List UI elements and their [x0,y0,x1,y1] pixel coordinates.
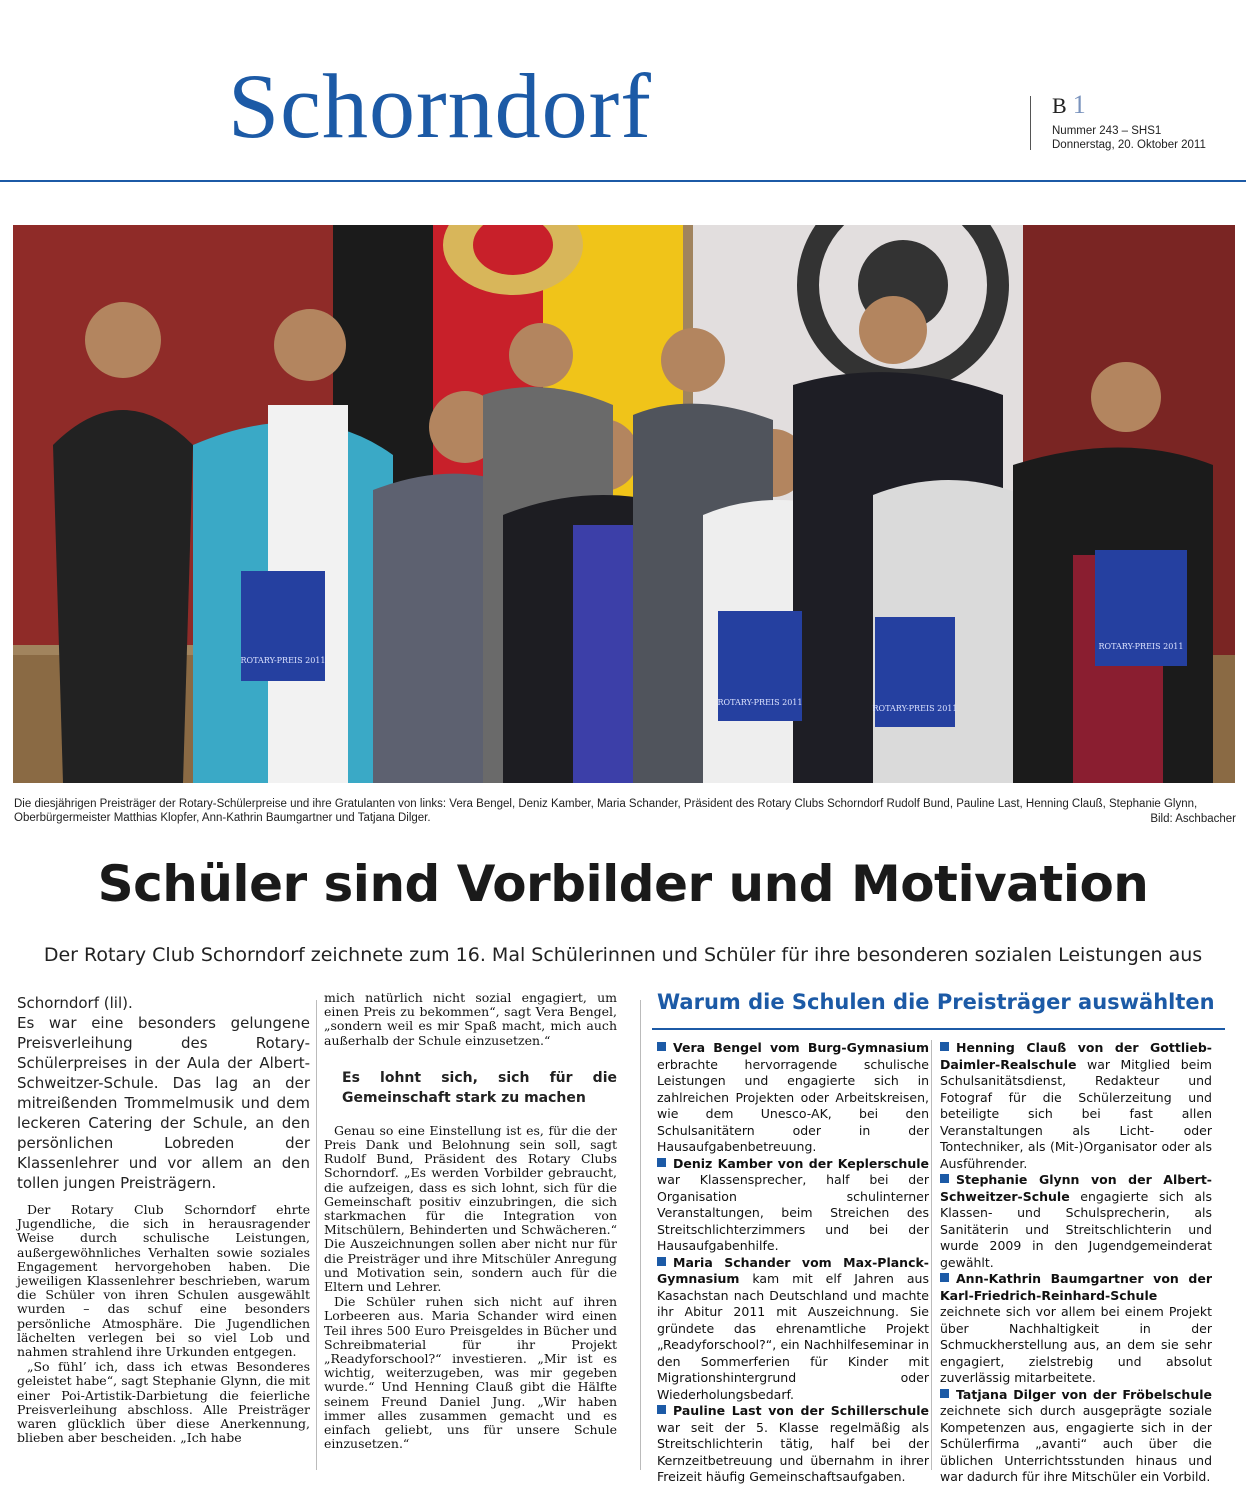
certificate-label: ROTARY-PREIS 2011 [717,698,803,707]
photo-credit: Bild: Aschbacher [1150,813,1236,825]
column-divider [640,1000,641,1470]
group-photo-illustration [13,225,1235,783]
newspaper-title: Schorndorf [228,55,652,157]
article-paragraph: Die Schüler ruhen sich nicht auf ihren Lorbeeren aus. Maria Schander wird einen Teil ihres 500 Euro Preisgeldes in Bücher und Schreibmaterial für ihr Projekt „Readyforschool?“ investieren. „Mir ist es wichtig, weiterzugeben, was mir gegeben wurde.“ Und Henning Clauß gibt die Hälfte seinem Freund Daniel Jung. „Wir haben immer alles zusammen gemacht und es einfach geliebt, uns für unsere Schule einzusetzen.“ [324,1294,617,1452]
bullet-square-icon [657,1042,666,1051]
sidebar-title: Warum die Schulen die Preisträger auswählten [657,990,1215,1014]
sidebar-item: Ann-Kathrin Baumgartner von der Karl-Friedrich-Reinhard-Schule zeichnete sich vor allem bei einem Projekt über Nachhaltigkeit in der Schmuckherstellung aus, an dem sie sehr engagiert, zielstrebig und absolut zuverlässig mitarbeitete. [940,1271,1212,1385]
article-paragraph: Genau so eine Einstellung ist es, für die der Preis Dank und Belohnung sein soll, sagt Rudolf Bund, Präsident des Rotary Clubs Schorndorf. „Es werden Vorbilder gebraucht, die aufzeigen, dass es sich lohnt, sich für die Gemeinschaft positiv einzubringen, die sich starkmachen für die Integration von Mitschülern, Behinderten und Schwächeren.“ Die Auszeichnungen sollen aber nicht nur für die Preisträger und ihre Mitschüler Anregung und Motivation sein, sondern auch für die Eltern und Lehrer. [324,1122,617,1295]
article-paragraph: „So fühl’ ich, dass ich etwas Besonderes geleistet habe“, sagt Stephanie Glynn, die mit einer Poi-Artistik-Darbietung die feierliche Preisverleihung abschloss. Alle Preisträger waren glücklich über diese Anerkennung, blieben aber bescheiden. „Ich habe [17,1359,310,1446]
sidebar-item: Vera Bengel vom Burg-Gymnasium erbrachte hervorragende schulische Leistungen und engagierte sich in zahlreichen Projekten oder Arbeitskreisen, wie dem Unesco-AK, bei den Schulsanitätern oder in der Hausaufgabenbetreuung. [657,1040,929,1154]
certificate-label: ROTARY-PREIS 2011 [240,656,326,665]
article-column-1 [17,993,310,1446]
sidebar-item: Stephanie Glynn von der Albert-Schweitzer-Schule engagierte sich als Klassen- und Schulsprecherin, als Sanitäterin und Streitschlichterin und wurde 2009 in den Jugendgemeinderat gewählt. [940,1172,1212,1270]
sidebar-column-1 [657,1040,929,1486]
sidebar-item: Pauline Last von der Schillerschule war seit der 5. Klasse regelmäßig als Streitschlichterin tätig, half bei der Kernzeitbetreuung und übernahm in ihrer Freizeit häufig Gemeinschaftsaufgaben. [657,1403,929,1484]
article-subhead: Der Rotary Club Schorndorf zeichnete zum 16. Mal Schülerinnen und Schüler für ihre besonderen sozialen Leistungen aus [43,944,1203,966]
sidebar-rule [652,1028,1225,1030]
column-divider [931,1040,932,1470]
bullet-square-icon [657,1158,666,1167]
bullet-square-icon [657,1405,666,1414]
page-number: 1 [1072,90,1086,119]
bullet-square-icon [940,1174,949,1183]
issue-info [1052,124,1206,152]
masthead-divider [1030,96,1031,150]
bullet-square-icon [940,1389,949,1398]
sidebar-item: Henning Clauß von der Gottlieb-Daimler-Realschule war Mitglied beim Schulsanitätsdienst, Redakteur und Fotograf für die Schülerzeitung und beteiligte sich bei fast allen Veranstaltungen als Licht- oder Tontechniker, als (Mit-)Organisator oder als Ausführender. [940,1040,1212,1171]
article-paragraph: Der Rotary Club Schorndorf ehrte Jugendliche, die sich in herausragender Weise durch schulische Leistungen, außergewöhnliches Verhalten sowie soziales Engagement hervorgehoben haben. Die jeweiligen Klassenlehrer beschrieben, warum die Schüler von ihren Schulen ausgewählt wurden – das schuf eine besonders persönliche Atmosphäre. Die Jugendlichen lächelten verlegen bei so viel Lob und nahmen strahlend ihre Urkunden entgegen. [17,1202,310,1360]
sidebar-item: Tatjana Dilger von der Fröbelschule zeichnete sich durch ausgeprägte soziale Kompetenzen aus, engagierte sich in der Schülerfirma „avanti“ auch über die üblichen Unterrichtsstunden hinaus und war dadurch für ihre Mitschüler ein Vorbild. [940,1386,1212,1484]
section-letter: B [1052,93,1067,118]
sidebar-item: Deniz Kamber von der Keplerschule war Klassensprecher, half bei der Organisation schulinterner Veranstaltungen, beim Streichen des Streitschlichterzimmers und bei der Hausaufgabenhilfe. [657,1155,929,1253]
dateline: Schorndorf (lil). [17,994,133,1012]
column-divider [316,1000,317,1470]
bullet-square-icon [940,1042,949,1051]
section-label [1052,90,1086,120]
sidebar-item: Maria Schander vom Max-Planck-Gymnasium kam mit elf Jahren aus Kasachstan nach Deutschland und machte ihr Abitur 2011 mit Auszeichnung. Sie gründete das ehrenamtliche Projekt „Readyforschool?“, ein Nachhilfeseminar in den Sommerferien für Kinder mit Migrationshintergrund oder Wiederholungsbedarf. [657,1254,929,1402]
certificate-label: ROTARY-PREIS 2011 [1098,642,1184,651]
certificate-label: ROTARY-PREIS 2011 [872,704,958,713]
sidebar-column-2 [940,1040,1212,1486]
article-intertitle: Es lohnt sich, sich für die Gemeinschaft stark zu machen [342,1069,617,1106]
issue-date: Donnerstag, 20. Oktober 2011 [1052,139,1206,151]
masthead-rule [0,180,1246,182]
bullet-square-icon [940,1273,949,1282]
article-lead [17,993,310,1193]
lead-text: Es war eine besonders gelungene Preisverleihung des Rotary-Schülerpreises in der Aula der Albert-Schweitzer-Schule. Das lag an der mitreißenden Trommelmusik und dem leckeren Catering der Schule, an den persönlichen Lobreden der Klassenlehrer und vor allem an den tollen jungen Preisträgern. [17,1014,310,1192]
group-photo [13,225,1235,783]
issue-number: Nummer 243 – SHS1 [1052,125,1162,137]
article-headline: Schüler sind Vorbilder und Motivation [97,855,1149,913]
article-column-2 [324,991,617,1452]
bullet-square-icon [657,1257,666,1266]
masthead [0,0,1246,185]
article-paragraph: mich natürlich nicht sozial engagiert, um einen Preis zu bekommen“, sagt Vera Bengel, „sondern weil es mir Spaß macht, mich auch außerhalb der Schule einzusetzen.“ [324,990,617,1048]
photo-caption: Die diesjährigen Preisträger der Rotary-Schülerpreise und ihre Gratulanten von links: Vera Bengel, Deniz Kamber, Maria Schander, Präsident des Rotary Clubs Schorndorf Rudolf Bund, Pauline Last, Henning Clauß, Stephanie Glynn, Oberbürgermeister Matthias Klopfer, Ann-Kathrin Baumgartner und Tatjana Dilger. [14,798,1198,824]
